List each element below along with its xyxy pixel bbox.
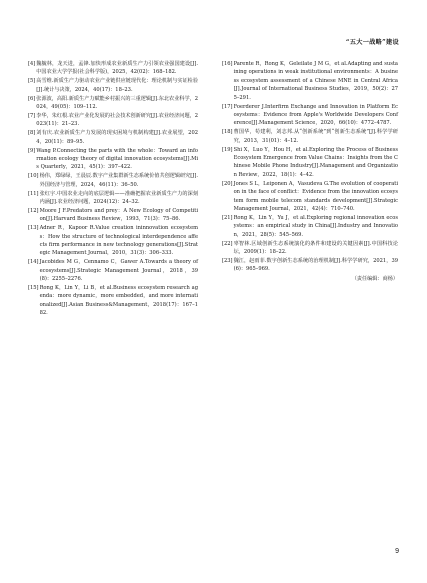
reference-item: [5] 高雪维.新质生产力驱动农业产业链供应链现代化：理论机制与实证检验[J].统计与决策，2024，40(17)：18–23. xyxy=(28,78,198,93)
references-left-column xyxy=(28,60,198,318)
references-right-column xyxy=(222,60,398,283)
reference-item: [10] 杨伟，郑绿绿，王晨辰.数字产业集群新生态系统价值共创逻辑研究[J].外国经济与管理，2024，46(11)：36–50. xyxy=(28,173,198,188)
reference-item: [20] Jones S L，Leiponen A，Vasudeva G.The evolution of cooperation in the face of conflict：Evidence from the innovation ecosystem form mobile telecom standards development[J].Strategic Management Journal，2021，42(4)：710–740. xyxy=(222,180,398,212)
responsible-editor-note: （责任编辑：商杨） xyxy=(351,275,398,282)
reference-item: [15] Rong K，Lin Y，Li B，et al.Business ecosystem research agenda：more dynamic，more embedded，and more internationalized[J].Asian Business&Management，2018(17)：167–182. xyxy=(28,285,198,317)
reference-item: [4] 魏毓林，龙天进，孟锋.加快形成农业新质生产力引领农业强国建设[J].中国农业大学学报(社会科学版)，2025，42(02)：168–182. xyxy=(28,61,198,76)
page-number: 9 xyxy=(395,548,399,555)
reference-item: [8] 刘有庆.农业新质生产力发展的现实困境与机制构建[J].农业展望，2024，20(11)：89–95. xyxy=(28,130,198,145)
reference-item: [21] Rong K，Lin Y，Yu J，et al.Exploring regional innovation ecosystems：an empirical study in China[J].Industry and Innovation，2021，28(5)：545–569. xyxy=(222,214,398,238)
reference-item: [22] 辜智林.区域创新生态系统演化的条件和建设的关键因素[J].中国科技论坛，2009(1)：18–22. xyxy=(222,240,398,255)
reference-item: [12] Moore J F.Predators and prey：A New Ecology of Competition[J].Harvard Business Review，1993，71(3)：75–86. xyxy=(28,207,198,223)
reference-item: [18] 曹国华，苟建利，刘志邦.从“创新系统”到“创新生态系统”[J].科学学研究，2013，31(01)：4–12. xyxy=(222,129,398,144)
reference-item: [13] Adner R，Kapoor R.Value creation ininnovation ecosystems：How the structure of technological interdependence affects firm performance in new technology generations[J].Strategic Management Journal，2010，31(3)：306–333. xyxy=(28,225,198,257)
running-header: “五大一战略”建设 xyxy=(345,39,399,46)
reference-item: [7] 李华，朱红根.农业产业化发展的社会技术创新研究[J].农业经济问题，2023(11)：21–23. xyxy=(28,112,198,128)
reference-item: [6] 张源波，高阳.新质生产力赋能乡村振兴的三重逻辑[J].东北农业科学，2024，49(05)：109–112. xyxy=(28,95,198,111)
reference-item: [9] Wang P.Connecting the parts with the whole：Toward an information ecology theory of digital innovation ecosystems[J].Mis Quarterly，2021，45(1)：397–422. xyxy=(28,147,198,171)
reference-item: [14] Jacobides M G，Cennamo C，Gawer A.Towards a theory of ecosystems[J].Strategic Management Journal，2018，39(8)：2255–2276. xyxy=(28,259,198,283)
reference-item: [23] 魏江，赵雨菲.数字创新生态系统的治理机制[J].科学学研究，2021，39(6)：965–969. xyxy=(222,257,398,273)
reference-item: [11] 张红宇.中国农业走向的底层逻辑——准确把握农业新质生产力的深刻内涵[J].农业经济问题，2024(12)：24–32. xyxy=(28,190,198,205)
reference-item: [19] Shi X，Luo Y，Hou H，et al.Exploring the Process of Business Ecosystem Emergence from Value Chains：Insights from the Chinese Mobile Phone Industry[J].Management and Organization Review，2022，18(1)：4–42. xyxy=(222,146,398,178)
reference-item: [17] Foerderer J.Interfirm Exchange and Innovation in Platform Ecosystems：Evidence from Apple's Worldwide Developers Conference[J].Management Science，2020，66(10)：4772–4787. xyxy=(222,103,398,127)
reference-item: [16] Parente R，Rong K，Geleilate J M G，et al.Adapting and sustaining operations in weak institutional environments：A business ecosystem assessment of a Chinese MNE in Central Africa[J].Journal of International Business Studies，2019，50(2)：275–291. xyxy=(222,61,398,101)
